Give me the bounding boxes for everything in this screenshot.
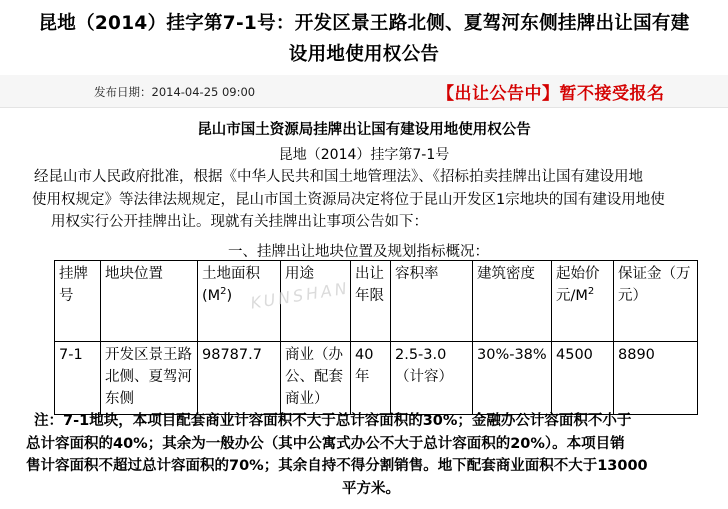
watermark: KUNSHAN	[249, 278, 351, 313]
header-location: 地块位置	[101, 261, 198, 342]
status-badge: 【出让公告中】暂不接受报名	[437, 84, 665, 104]
intro-line-2: 使用权规定》等法律法规规定，昆山市国土资源局决定将位于昆山开发区1宗地块的国有建设用地使	[32, 191, 665, 208]
note-line-3: 售计容面积不超过总计容面积的70%；其余自持不得分割销售。地下配套商业面积不大于13000	[26, 458, 648, 474]
meta-bar	[0, 75, 728, 107]
note-line-1: 注：7-1地块，本项目配套商业计容面积不大于总计容面积的30%；金融办公计容面积不小于	[34, 413, 632, 429]
header-density: 建筑密度	[473, 261, 552, 342]
publish-date: 发布日期：2014-04-25 09:00	[94, 85, 256, 99]
table-header-row	[55, 261, 698, 342]
header-area: 土地面积$(M^2)$	[198, 261, 281, 342]
cell-deposit: 8890	[614, 342, 698, 415]
header-term: 出让年限	[351, 261, 391, 342]
table-row	[55, 342, 698, 415]
intro-line-3: 用权实行公开挂牌出让。现就有关挂牌出让事项公告如下：	[51, 214, 428, 230]
announcement-title	[0, 8, 728, 70]
cell-start-price: 4500	[552, 342, 614, 415]
header-far: 容积率	[391, 261, 473, 342]
cell-location: 开发区景王路北侧、夏驾河东侧	[101, 342, 198, 415]
intro-paragraph	[32, 166, 722, 234]
header-lot-no: 挂牌号	[55, 261, 101, 342]
divider	[0, 107, 728, 108]
cell-term: 40年	[351, 342, 391, 415]
cell-far: 2.5-3.0（计容）	[391, 342, 473, 415]
note-line-2: 总计容面积的40%；其余为一般办公（其中公寓式办公不大于总计容面积的20%）。本项目销	[26, 435, 625, 452]
header-use: 用途	[281, 261, 351, 342]
cell-density: 30%-38%	[473, 342, 552, 415]
header-deposit: 保证金（万元）	[614, 261, 698, 342]
cell-use: 商业（办公、配套商业）	[281, 342, 351, 415]
section-heading: 一、挂牌出让地块位置及规划指标概况：	[228, 244, 489, 260]
intro-line-1: 经昆山市人民政府批准，根据《中华人民共和国土地管理法》、《招标拍卖挂牌出让国有建设用地	[34, 169, 643, 185]
parcel-table	[54, 260, 698, 415]
title-line-1: 昆地（2014）挂字第7-1号：开发区景王路北侧、夏驾河东侧挂牌出让国有建	[38, 13, 690, 34]
note-line-4: 平方米。	[342, 480, 400, 497]
title-line-2: 设用地使用权公告	[288, 44, 440, 65]
note-paragraph	[26, 410, 716, 500]
notice-heading: 昆山市国土资源局挂牌出让国有建设用地使用权公告	[197, 122, 531, 138]
cell-area: 98787.7	[198, 342, 281, 415]
header-start-price: 起始价元$/M^2$	[552, 261, 614, 342]
document-number: 昆地（2014）挂字第7-1号	[278, 147, 450, 163]
cell-lot-no: 7-1	[55, 342, 101, 415]
